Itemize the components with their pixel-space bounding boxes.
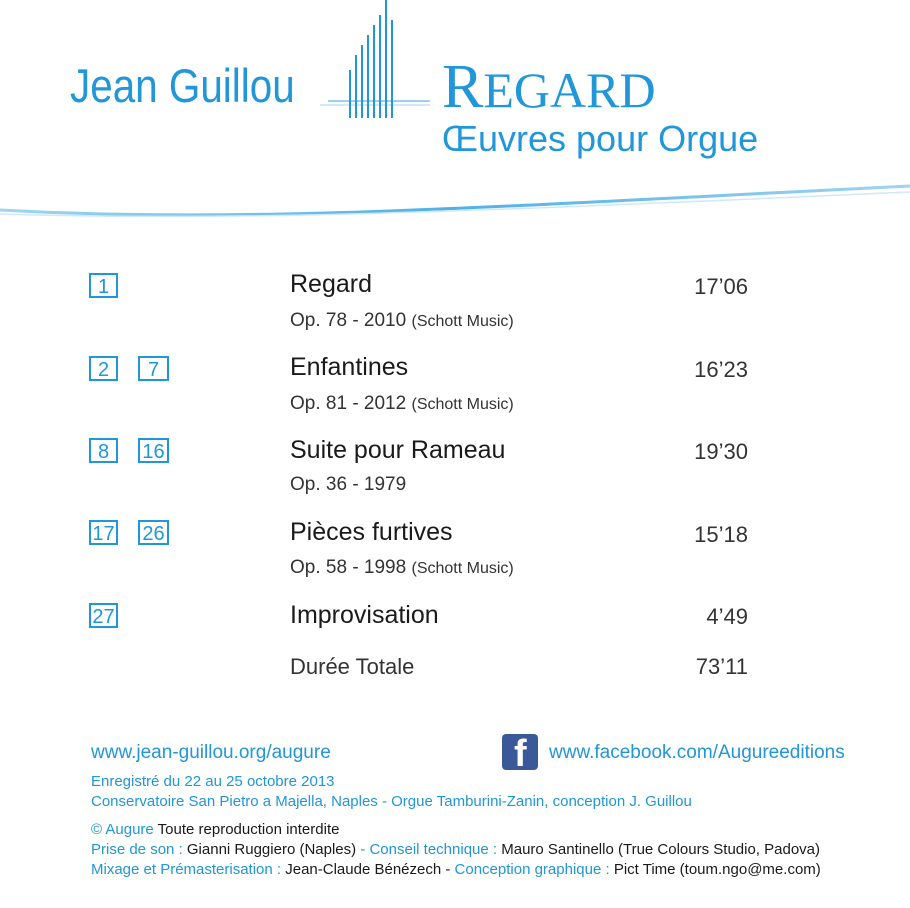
track-duration: 19’30 [694,439,748,464]
conseil-value: Mauro Santinello (True Colours Studio, Padova) [501,841,821,858]
publisher-text: (Schott Music) [411,396,514,413]
track-title: Improvisation [290,601,439,629]
copyright-text: Toute reproduction interdite [157,821,340,838]
composer-name: Jean Guillou [70,59,295,112]
track-number-badge: 1 [89,273,118,298]
track-duration: 4’49 [706,604,748,629]
website-link[interactable]: www.jean-guillou.org/augure [91,742,331,763]
track-number-badge: 27 [89,603,118,628]
track-number-badge: 7 [138,356,169,381]
track-number-badge: 8 [89,438,118,463]
album-subtitle: Œuvres pour Orgue [442,118,759,159]
conseil-label: - Conseil technique : [360,841,498,858]
track-title: Enfantines [290,353,409,381]
track-number-badge: 2 [89,356,118,381]
publisher-text: (Schott Music) [411,313,514,330]
conception-label: Conception graphique : [454,861,610,878]
track-number-badge: 16 [138,438,169,463]
total-duration-label: Durée Totale [290,654,415,679]
opus-text: Op. 81 - 2012 [290,393,407,414]
track-opus [290,474,406,496]
album-title-initial: R [442,53,484,121]
recording-venue: Conservatoire San Pietro a Majella, Naples - Orgue Tamburini-Zanin, conception J. Guillou [91,793,692,810]
track-duration: 17’06 [694,274,748,299]
album-title [442,52,656,123]
track-opus [290,557,514,579]
decorative-wave [0,180,910,220]
track-opus [290,310,514,332]
publisher-text: (Schott Music) [411,560,514,577]
facebook-link[interactable]: www.facebook.com/Augureeditions [549,742,845,763]
track-title: Suite pour Rameau [290,436,506,464]
recording-date: Enregistré du 22 au 25 octobre 2013 [91,773,335,790]
credits-line [91,861,821,878]
track-number-badge: 17 [89,520,118,545]
organ-pipes-logo [320,0,430,125]
track-title: Regard [290,270,372,298]
total-duration: 73’11 [695,654,748,679]
opus-text: Op. 36 - 1979 [290,474,407,495]
track-opus [290,393,514,415]
track-number-badge: 26 [138,520,169,545]
conception-value: Pict Time (toum.ngo@me.com) [613,861,821,878]
album-title-rest: EGARD [483,62,656,118]
copyright-label: © Augure [91,821,154,838]
mixage-value: Jean-Claude Bénézech - [285,861,451,878]
track-title: Pièces furtives [290,518,453,546]
facebook-icon[interactable]: f [502,734,538,770]
prise-value: Gianni Ruggiero (Naples) [186,841,357,858]
track-duration: 15’18 [694,522,748,547]
mixage-label: Mixage et Prémasterisation : [91,861,282,878]
prise-label: Prise de son : [91,841,183,858]
track-duration: 16’23 [694,357,748,382]
opus-text: Op. 78 - 2010 [290,310,407,331]
opus-text: Op. 58 - 1998 [290,557,407,578]
credits-line [91,841,820,858]
copyright-line [91,821,339,838]
